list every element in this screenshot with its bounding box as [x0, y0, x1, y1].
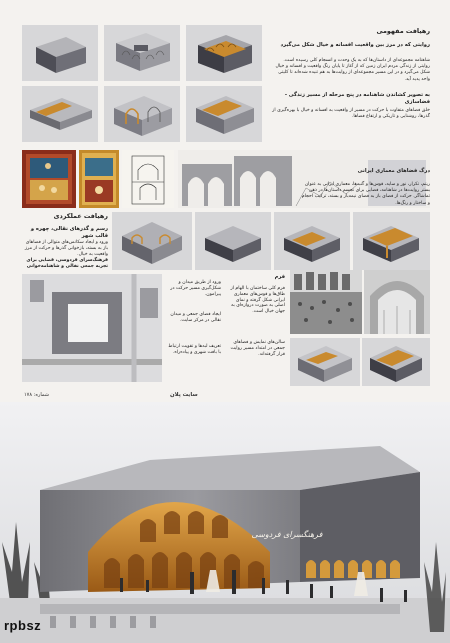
main-render — [0, 402, 450, 643]
brand-logo: rpbsz — [4, 618, 42, 633]
massing-cell-8 — [195, 212, 271, 270]
massing-cell-3 — [186, 25, 262, 81]
functional-title: رهیافت عملکردی — [53, 212, 108, 220]
massing-cell-11 — [290, 338, 360, 386]
functional-paragraph: ورود و ایجاد سکانس‌های متوالی از فضاهای باز به بسته، بازخوانی گذرها و حرکت از مرز واقعیت به خیال. — [24, 240, 108, 257]
site-plan — [22, 274, 162, 382]
concept-subtitle: روایتی که در مرز بین واقعیت‌ افسانه و خیال شکل می‌گیرد — [280, 42, 430, 48]
site-note-1: ورود از طریق میدان و شکل‌گیری مسیر حرکت در پیرامون. — [170, 280, 221, 297]
concept-paragraph-3: ریتم، تکرار، نور و سایه، قوس‌ها و گنبدها، معماری ایرانی به عنوان بستر روایت‌ها در شاهنامه، فضایی برای تجسم داستان‌ها در ذهن تماشاگر. حرکت از فضای باز به فضای نیمه‌باز و بسته، ترکیب احجام و ساختار و رنگ‌ها. — [301, 182, 430, 206]
crowd-photo — [290, 270, 362, 334]
exploded-axonometric — [104, 25, 180, 81]
site-note-2: ایجاد فضای جمعی و میدان نقالی در مرکز سایت. — [170, 312, 221, 323]
massing-cell-4 — [22, 86, 98, 142]
page-number: شماره: ۱۷۸ — [24, 392, 49, 398]
massing-cell-7 — [112, 212, 192, 270]
functional-subtitle: رسم و گذرهای نقالی، چهره و قالب شهر — [30, 226, 108, 239]
concept-title: رهیافت مفهومی — [376, 27, 430, 35]
concept-paragraph-1: شاهنامه مجموعه‌ای از داستان‌ها که به یک وحدت و انسجام کلی رسیده است. روایتی از زندگی مردم ایران زمین که از آغاز تا پایان رنگ واقعیت و افسانه و خیال شکل می‌گیرد و در این مسیر مجموعه‌ای از روایت‌ها به هم تنیده شده‌اند تا کلیتی واحد پدید آید. — [275, 58, 430, 82]
massing-cell-12 — [362, 338, 430, 386]
building-calligraphy-sign: فرهنگسرای فردوسی — [251, 530, 323, 539]
massing-cell-6 — [186, 86, 262, 142]
concept-paragraph-2: خلق فضاهای متفاوت با حرکت در مسیر از واقعیت به افسانه و خیال با بهره‌گیری از گذرها، روشنایی و تاریکی و ارتفاع فضاها. — [272, 108, 430, 120]
massing-cell-9 — [274, 212, 350, 270]
massing-cell-1 — [22, 25, 98, 81]
persian-miniature-1 — [22, 150, 76, 208]
concept-heading-3: درگ فضاهای معماری ایرانی — [357, 168, 430, 174]
section-volume — [186, 25, 262, 81]
concept-heading-2: به تصویر کشاندن شاهنامه در پنج مرحله از مسیر زندگی - فضاسازی — [284, 92, 430, 105]
architectural-drawing — [122, 150, 174, 208]
massing-cell-10 — [353, 212, 430, 270]
program-paragraph: فرم کلی ساختمان با الهام از طاق‌ها و قوس‌های معماری ایرانی شکل گرفته و نمای اصلی به صورت دروازه‌ای به جهان خیال است. — [230, 286, 285, 315]
site-note-3: تعریف لبه‌ها و تقویت ارتباط با بافت شهری و پیاده‌راه. — [168, 344, 221, 355]
persian-miniature-2 — [79, 150, 119, 208]
massing-cell-5 — [104, 86, 180, 142]
functional-note: فرهنگ‌سرای فردوسی، فضایی برای تجربه جمعی نقالی و شاهنامه‌خوانی — [26, 258, 108, 270]
program-heading: فرم — [274, 274, 285, 280]
massing-cell-2 — [104, 25, 180, 81]
render-label: سایت پلان — [170, 392, 198, 398]
program-paragraph-2: سالن‌های نمایش و فضاهای جمعی در امتداد مسیر روایت قرار گرفته‌اند. — [230, 340, 285, 357]
massing-diagram — [22, 25, 98, 81]
arch-photo — [364, 270, 430, 334]
